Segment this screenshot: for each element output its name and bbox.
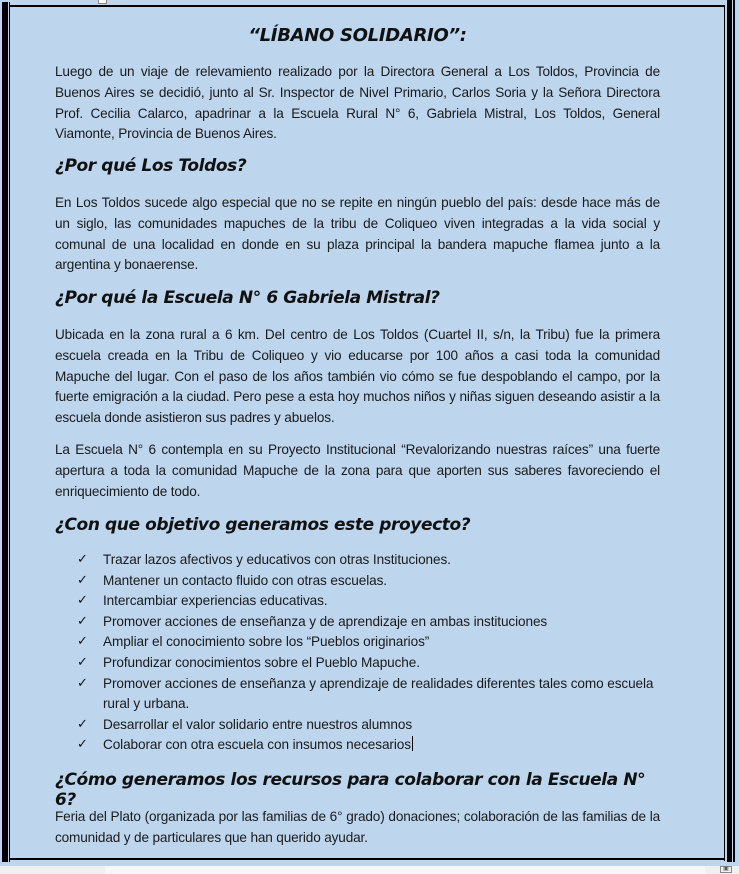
check-icon: ✓ bbox=[77, 634, 88, 650]
page-border-right bbox=[733, 0, 735, 862]
list-item-text: Trazar lazos afectivos y educativos con otras Instituciones. bbox=[103, 552, 451, 567]
check-icon: ✓ bbox=[77, 716, 88, 732]
list-item bbox=[77, 653, 662, 674]
section-heading-escuela: ¿Por qué la Escuela N° 6 Gabriela Mistral? bbox=[55, 288, 440, 308]
page-border-right-inner bbox=[724, 5, 725, 861]
page-border-top bbox=[9, 5, 725, 7]
list-item bbox=[77, 632, 662, 653]
section-heading-objetivos: ¿Con que objetivo generamos este proyecto? bbox=[55, 515, 471, 535]
paragraph-los-toldos: En Los Toldos sucede algo especial que no se repite en ningún pueblo del país: desde hace más de un siglo, las comunidades mapuches de la tribu de Coliqueo viven integradas a la vida social y comunal de una localidad en donde en su plaza principal la bandera mapuche flamea junto a la argentina y bonaerense. bbox=[55, 195, 660, 273]
status-bar-segment bbox=[105, 866, 705, 874]
list-item bbox=[77, 550, 662, 571]
list-item bbox=[77, 612, 662, 633]
paragraph-recursos: Feria del Plato (organizada por las familias de 6° grado) donaciones; colaboración de las familias de la comunidad y de particulares que han querido ayudar. bbox=[55, 809, 660, 845]
list-item bbox=[77, 571, 662, 592]
status-bar bbox=[0, 866, 739, 874]
section-heading-los-toldos: ¿Por qué Los Toldos? bbox=[55, 156, 247, 176]
section-heading-recursos: ¿Cómo generamos los recursos para colaborar con la Escuela N° 6? bbox=[55, 770, 646, 810]
document-body[interactable] bbox=[55, 22, 660, 845]
page-border-left-inner bbox=[9, 2, 10, 862]
list-item-text: Profundizar conocimientos sobre el Pueblo Mapuche. bbox=[103, 654, 420, 670]
layout-view-icon[interactable]: ▣ bbox=[720, 866, 732, 873]
page-border-left-thick bbox=[4, 2, 8, 862]
list-item-text: Ampliar el conocimiento sobre los “Pueblos originarios” bbox=[103, 634, 430, 650]
intro-paragraph: Luego de un viaje de relevamiento realizado por la Directora General a Los Toldos, Provincia de Buenos Aires se decidió, junto al Sr. Inspector de Nivel Primario, Carlos Soria y la Señora Directora Prof. Cecilia Calarco, apadrinar a la Escuela Rural N° 6, Gabriela Mistral, Los Toldos, General Viamonte, Provincia de Buenos Aires. bbox=[55, 64, 660, 142]
check-icon: ✓ bbox=[77, 654, 88, 670]
check-icon: ✓ bbox=[77, 552, 88, 567]
check-icon: ✓ bbox=[77, 613, 88, 629]
check-icon: ✓ bbox=[77, 737, 88, 753]
paragraph-escuela-ubicacion: Ubicada en la zona rural a 6 km. Del centro de Los Toldos (Cuartel II, s/n, la Tribu) fue la primera escuela creada en la Tribu de Coliqueo y vio educarse por 100 años a casi toda la comunidad Mapuche del lugar. Con el paso de los años también vio cómo se fue despoblando el campo, por la fuerte emigración a la ciudad. Pero pese a esta hoy muchos niños y niñas siguen deseando asistir a la escuela donde asistieron sus padres y abuelos. bbox=[55, 327, 660, 426]
check-icon: ✓ bbox=[77, 675, 88, 691]
document-title: “LÍBANO SOLIDARIO”: bbox=[248, 25, 467, 46]
page-border-right-thick bbox=[727, 0, 732, 862]
text-cursor bbox=[412, 736, 413, 751]
list-item-text: Promover acciones de enseñanza y de aprendizaje en ambas instituciones bbox=[103, 613, 548, 629]
check-icon: ✓ bbox=[77, 572, 88, 588]
list-item bbox=[77, 674, 662, 715]
paragraph-escuela-proyecto: La Escuela N° 6 contempla en su Proyecto Institucional “Revalorizando nuestras raíces” una fuerte apertura a toda la comunidad Mapuche de la zona para que aporten sus saberes favoreciendo el enriquecimiento de todo. bbox=[55, 442, 660, 499]
page-border-bottom bbox=[9, 858, 725, 860]
objectives-list bbox=[77, 550, 662, 756]
list-item-text: Promover acciones de enseñanza y aprendizaje de realidades diferentes tales como escuela rural y urbana. bbox=[103, 675, 654, 712]
list-item-text: Mantener un contacto fluido con otras escuelas. bbox=[103, 572, 387, 588]
list-item bbox=[77, 715, 662, 736]
list-item-text: Desarrollar el valor solidario entre nuestros alumnos bbox=[103, 716, 413, 732]
list-item-text: Intercambiar experiencias educativas. bbox=[103, 593, 328, 609]
list-item-text: Colaborar con otra escuela con insumos necesarios bbox=[103, 737, 411, 753]
list-item bbox=[77, 735, 662, 756]
list-item bbox=[77, 591, 662, 612]
check-icon: ✓ bbox=[77, 593, 88, 609]
ruler-handle[interactable] bbox=[98, 0, 107, 4]
